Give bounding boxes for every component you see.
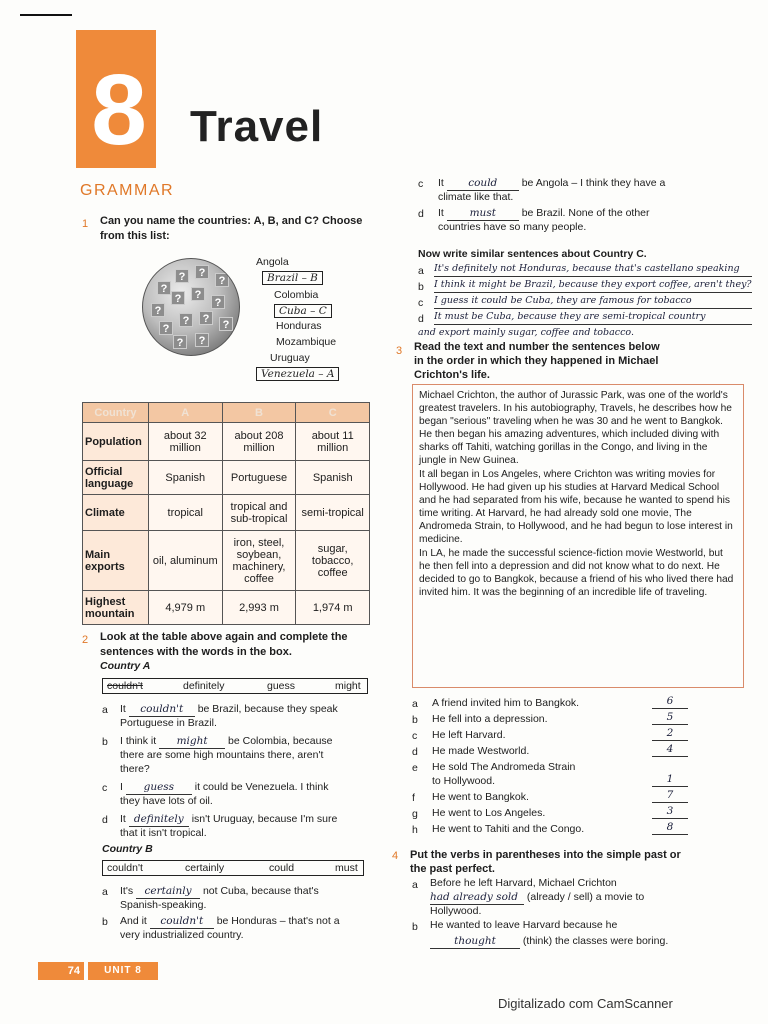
list-item: He left Harvard. (432, 729, 506, 741)
word-box: couldn't definitely guess might (102, 678, 368, 694)
country-option: Brazil – B (262, 271, 323, 285)
table-row: Population about 32 million about 208 million about 11 million (83, 423, 370, 461)
answer-blank: guess (126, 780, 192, 795)
answer-blank: must (447, 206, 519, 221)
exercise-number: 2 (82, 634, 89, 646)
fill-in-sentence: It must be Brazil. None of the other (438, 207, 650, 219)
chapter-number: 8 (91, 54, 147, 166)
answer-blank: had already sold (430, 890, 524, 905)
answer-blank: couldn't (150, 914, 214, 929)
fill-in-sentence: I think it might be Colombia, because (120, 735, 333, 747)
unit-label: UNIT 8 (88, 962, 158, 980)
exercise-instruction: the past perfect. (410, 863, 495, 875)
answer-blank: 2 (652, 726, 688, 741)
fill-in-sentence: And it couldn't be Honduras – that's not a (120, 915, 340, 927)
paragraph: Michael Crichton, the author of Jurassic Park, was one of the world's greatest travelers. In his autobiography, Travels, he describes how he began "serious" traveling when he was 30 and he went to Bangkok. He then began his amazing adventures, which included diving with sharks off Tahiti, watching gorillas in the Congo, and living in the jungle in New Guinea. (419, 390, 732, 466)
table-row: Highest mountain 4,979 m 2,993 m 1,974 m (83, 591, 370, 625)
exercise-instruction: Read the text and number the sentences below (414, 341, 660, 353)
answer-blank: 3 (652, 804, 688, 819)
answer-blank: certainly (136, 884, 200, 899)
country-option: Cuba – C (274, 304, 332, 318)
exercise-number: 4 (392, 850, 399, 862)
country-option: Honduras (276, 320, 322, 332)
country-option: Venezuela – A (256, 367, 339, 381)
fill-in-sentence: thought (think) the classes were boring. (430, 934, 740, 949)
answer-blank: 8 (652, 820, 688, 835)
paragraph: In LA, he made the successful science-fiction movie Westworld, but he then fell into a depression and did not know what to do next. He decided to go to Bangkok, because a friend of his who lived there had invited him. It was the beginning of an incredible life of traveling. (419, 548, 734, 598)
reading-passage (412, 384, 744, 688)
exercise-number: 1 (82, 218, 89, 230)
paragraph: It all began in Los Angeles, where Crichton was writing movies for Hollywood. He had given up his studies at Harvard Medical School and he had separated from his wife, because he wanted to spend his time writing. At Harvard, he had already sold one movie, The Andromeda Strain, to Hollywood, and he had begun to lose interest in medicine. (419, 469, 733, 545)
list-item: He fell into a depression. (432, 713, 548, 725)
pen-stroke (20, 14, 72, 16)
country-option: Colombia (274, 289, 319, 301)
handwritten-answer: I guess it could be Cuba, they are famous for tobacco (434, 294, 752, 309)
answer-blank: thought (430, 934, 520, 949)
country-option: Mozambique (276, 336, 337, 348)
word-box: couldn't certainly could must (102, 860, 364, 876)
exercise-instruction: Put the verbs in parentheses into the simple past or (410, 849, 681, 861)
list-item: He made Westworld. (432, 745, 530, 757)
answer-blank: 6 (652, 694, 688, 709)
list-item: He went to Tahiti and the Congo. (432, 823, 585, 835)
list-item: A friend invited him to Bangkok. (432, 697, 580, 709)
handwritten-answer: and export mainly sugar, coffee and tobacco. (418, 327, 634, 338)
table-row: Main exports oil, aluminum iron, steel, soybean, machinery, coffee sugar, tobacco, coffee (83, 531, 370, 591)
subheading: Country A (100, 660, 151, 672)
fill-in-sentence: It couldn't be Brazil, because they speak (120, 703, 338, 715)
table-header: Country (83, 403, 149, 423)
country-option: Angola (256, 256, 289, 268)
chapter-title: Travel (190, 102, 324, 151)
scanner-watermark: Digitalizado com CamScanner (498, 996, 673, 1011)
table-header: A (148, 403, 222, 423)
table-row: Official language Spanish Portuguese Spanish (83, 461, 370, 495)
fill-in-sentence: It's certainly not Cuba, because that's (120, 885, 319, 897)
exercise-number: 3 (396, 345, 403, 357)
handwritten-answer: It must be Cuba, because they are semi-tropical country (434, 310, 752, 325)
table-header: B (222, 403, 296, 423)
country-option: Uruguay (270, 352, 310, 364)
list-item: He went to Bangkok. (432, 791, 529, 803)
list-item: to Hollywood. (432, 775, 496, 787)
answer-blank: 1 (652, 772, 688, 787)
table-row: Climate tropical tropical and sub-tropical semi-tropical (83, 495, 370, 531)
section-heading: GRAMMAR (80, 182, 175, 199)
answer-blank: might (159, 734, 225, 749)
exercise-instruction: Crichton's life. (414, 369, 490, 381)
exercise-instruction: sentences with the words in the box. (100, 646, 292, 658)
answer-blank: 5 (652, 710, 688, 725)
subheading: Country B (102, 843, 153, 855)
country-facts-table (82, 402, 370, 625)
subheading: Now write similar sentences about Country C. (418, 248, 647, 260)
handwritten-answer: I think it might be Brazil, because they export coffee, aren't they? (434, 278, 752, 293)
answer-blank: definitely (129, 812, 189, 827)
fill-in-sentence: It could be Angola – I think they have a (438, 177, 666, 189)
page-number: 74 (67, 965, 80, 977)
exercise-instruction: Can you name the countries: A, B, and C? Choose (100, 215, 363, 227)
fill-in-sentence: I guess it could be Venezuela. I think (120, 781, 329, 793)
handwritten-answer: It's definitely not Honduras, because that's castellano speaking (434, 262, 752, 277)
answer-blank: couldn't (129, 702, 195, 717)
list-item: He sold The Andromeda Strain (432, 761, 576, 773)
exercise-instruction: in the order in which they happened in Michael (414, 355, 659, 367)
fill-in-sentence: It definitely isn't Uruguay, because I'm sure (120, 813, 338, 825)
exercise-instruction: Look at the table above again and complete the (100, 631, 348, 643)
table-header: C (296, 403, 370, 423)
fill-in-sentence: had already sold (already / sell) a movie to (430, 891, 645, 903)
list-item: He went to Los Angeles. (432, 807, 546, 819)
answer-blank: could (447, 176, 519, 191)
answer-blank: 7 (652, 788, 688, 803)
exercise-instruction: from this list: (100, 230, 170, 242)
answer-blank: 4 (652, 742, 688, 757)
globe-image: ? ? ? ? ? ? ? ? ? ? ? ? ? ? (142, 258, 240, 356)
